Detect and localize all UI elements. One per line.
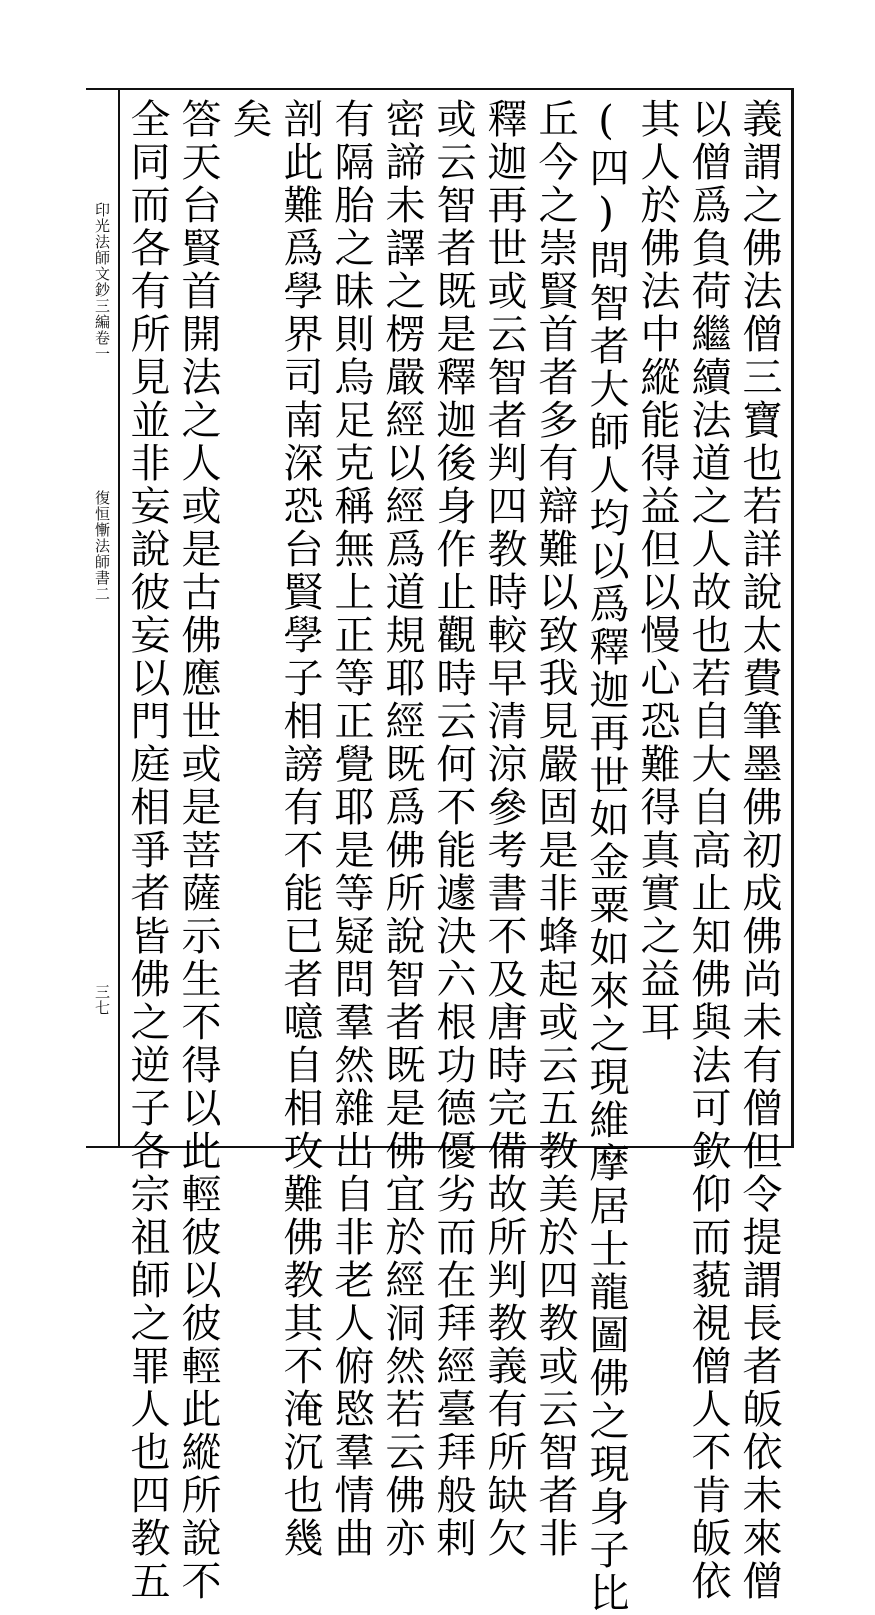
book-title: 印光法師文鈔三編卷一	[93, 202, 111, 362]
text-column: 有隔胎之昧則烏足克稱無上正等正覺耶是等疑問羣然雜出自非老人俯愍羣情曲	[328, 98, 374, 1560]
text-column: 義謂之佛法僧三寶也若詳說太費筆墨佛初成佛尚未有僧但令提謂長者皈依未來僧	[736, 98, 782, 1603]
frame-right-rule	[791, 88, 794, 1148]
text-column: 丘今之崇賢首者多有辯難以致我見嚴固是非蜂起或云五教美於四教或云智者非	[532, 98, 578, 1560]
text-column: 全同而各有所見並非妄說彼妄以門庭相爭者皆佛之逆子各宗祖師之罪人也四教五	[124, 98, 170, 1603]
main-text	[122, 98, 784, 1615]
text-column: 答天台賢首開法之人或是古佛應世或是菩薩示生不得以此輕彼以彼輕此縱所說不	[175, 98, 221, 1603]
text-column: (四)問智者大師人均以爲釋迦再世如金粟如來之現維摩居士龍圖佛之現身子比	[583, 98, 629, 1615]
text-column: 其人於佛法中縱能得益但以慢心恐難得真實之益耳	[634, 98, 680, 1044]
page-number: 三七	[93, 984, 111, 1016]
text-column: 或云智者既是釋迦後身作止觀時云何不能遽決六根功德優劣而在拜經臺拜般剌	[430, 98, 476, 1560]
letter-title: 復恒慚法師書二	[93, 490, 111, 602]
frame-top-rule	[86, 88, 792, 90]
margin-gutter	[86, 88, 118, 1148]
text-column: 釋迦再世或云智者判四教時較早清涼參考書不及唐時完備故所判教義有所缺欠	[481, 98, 527, 1560]
text-column: 密諦未譯之楞嚴經以經爲道規耶經既爲佛所說智者既是佛宜於經洞然若云佛亦	[379, 98, 425, 1560]
frame-gutter-rule	[118, 88, 120, 1148]
text-column: 以僧爲負荷繼續法道之人故也若自大自高止知佛與法可欽仰而藐視僧人不肯皈依	[685, 98, 731, 1603]
text-column: 剖此難爲學界司南深恐台賢學子相謗有不能已者噫自相攻難佛教其不淹沉也幾	[277, 98, 323, 1560]
text-column: 矣	[226, 98, 272, 141]
